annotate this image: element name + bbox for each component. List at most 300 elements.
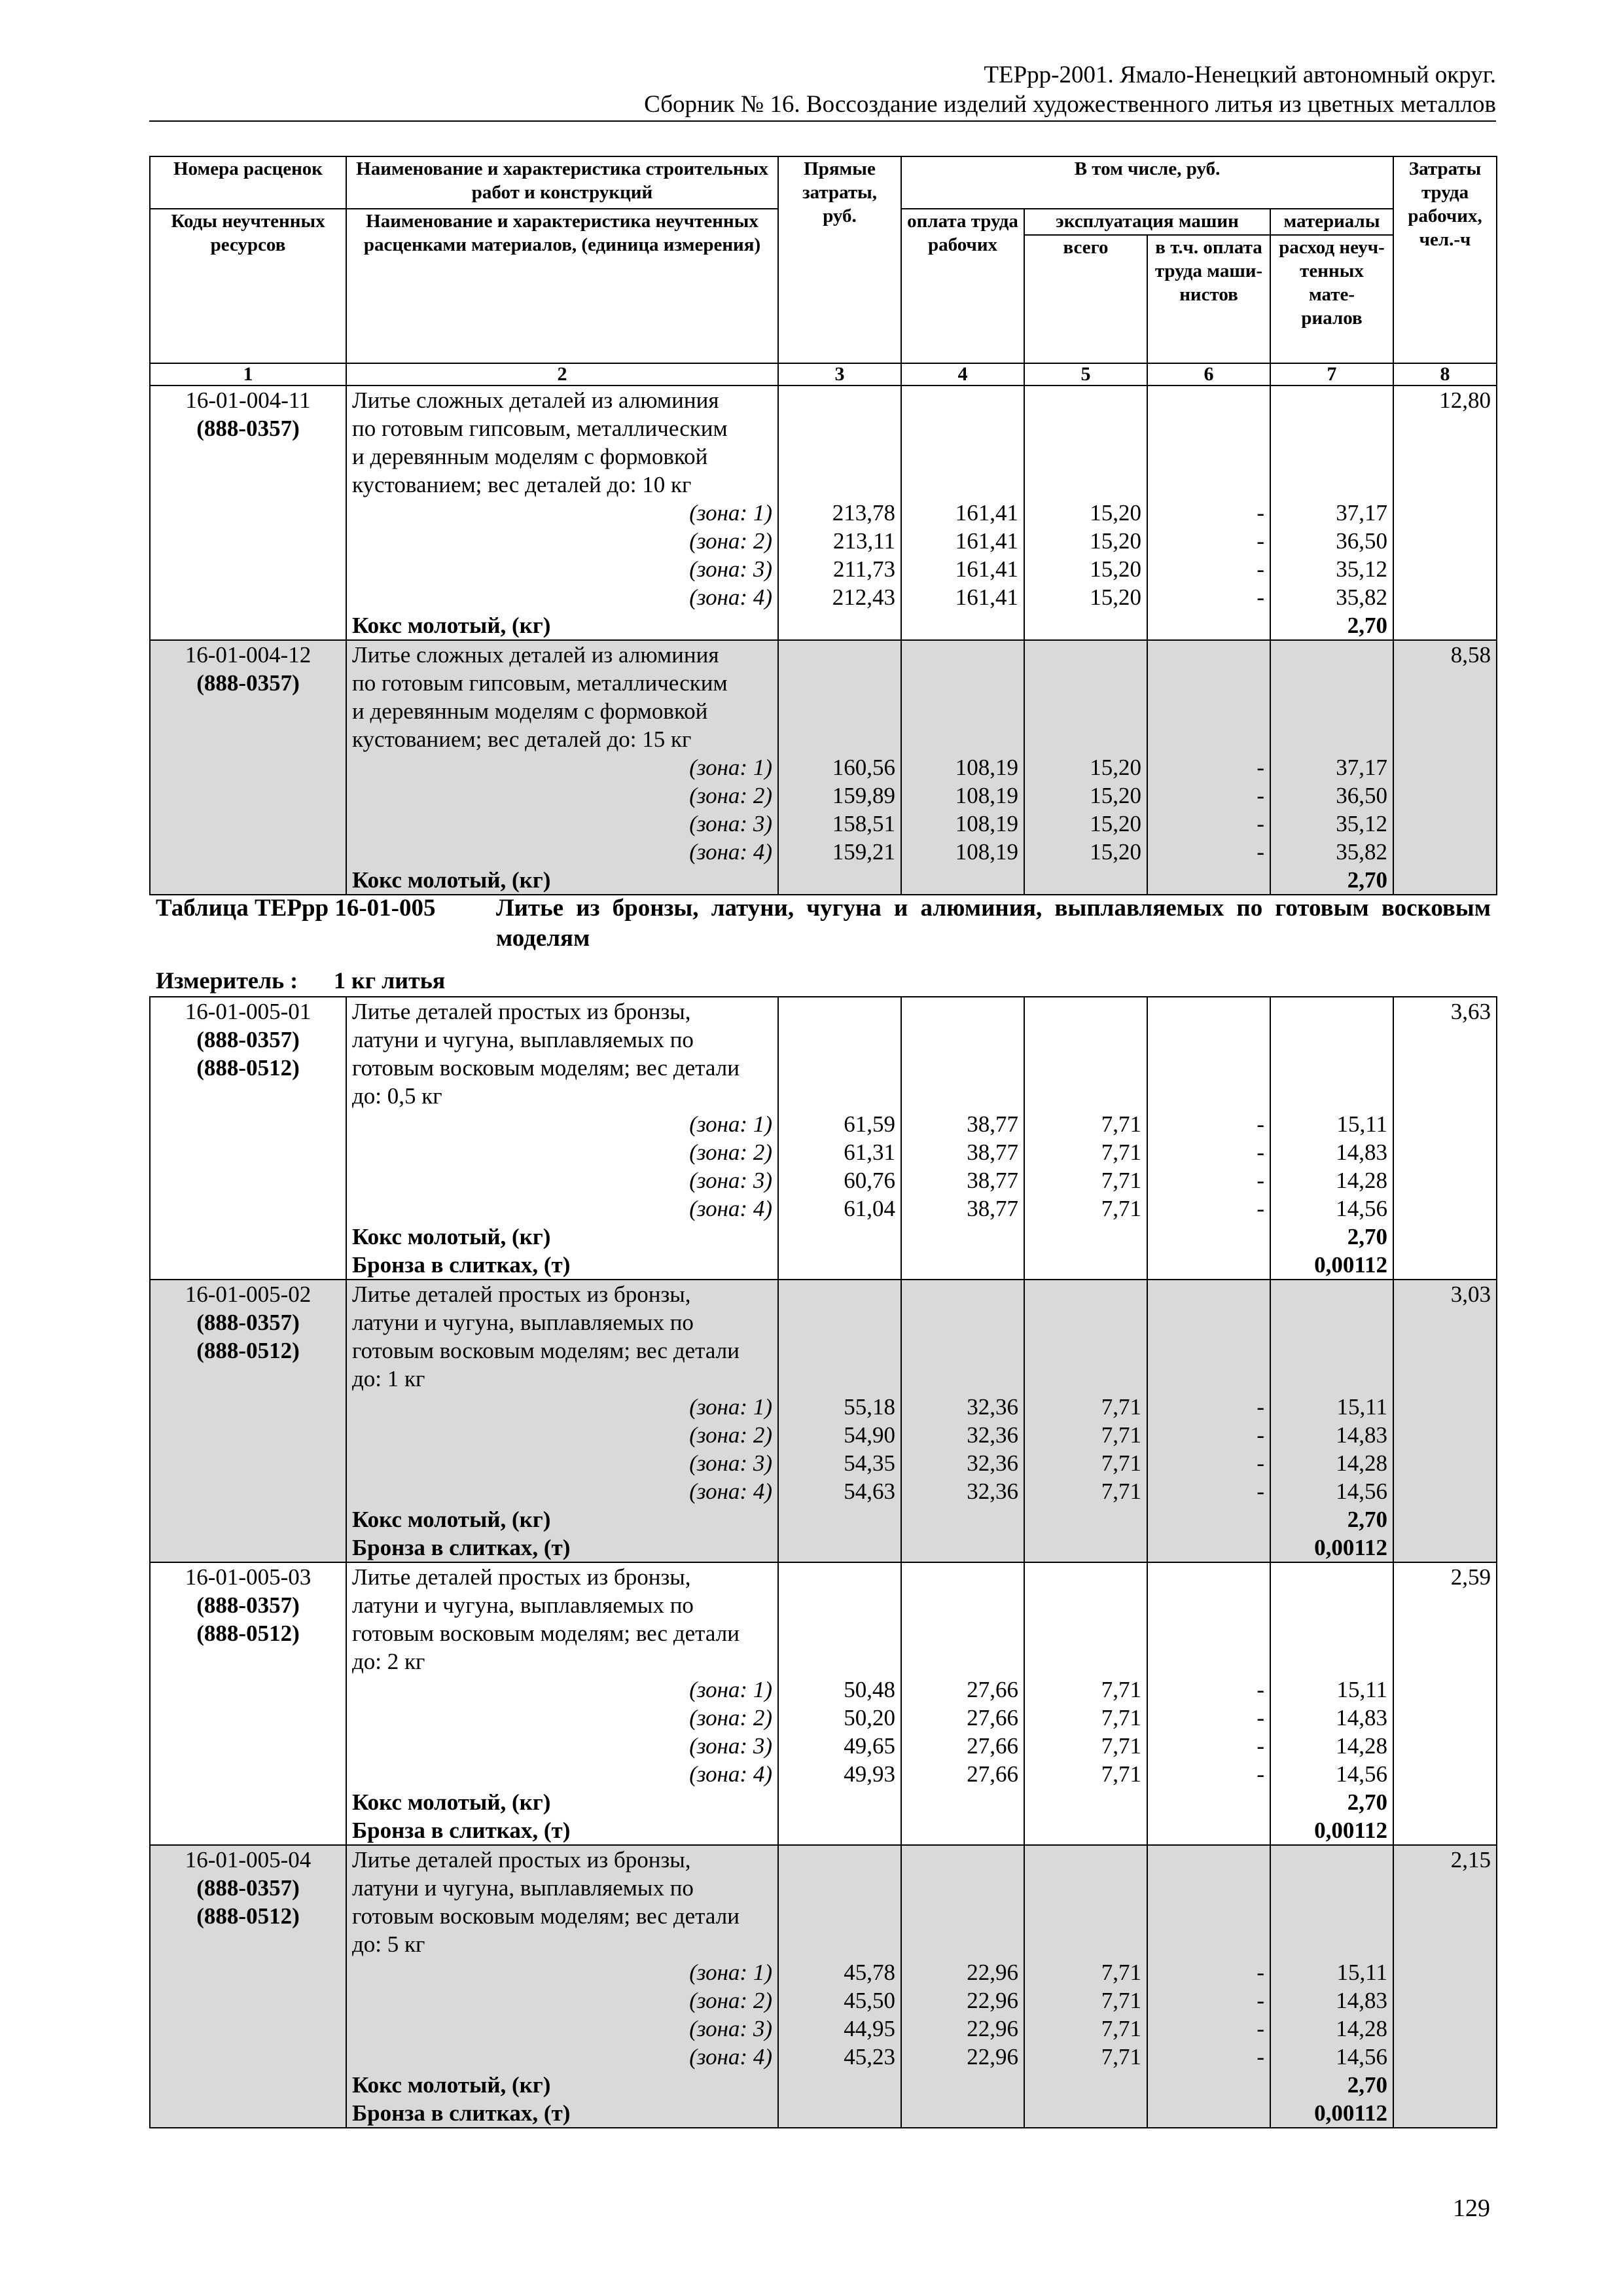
machinist-pay: - [1257, 1450, 1264, 1476]
direct-cost: 50,48 [844, 1677, 895, 1702]
direct-cost-cell [778, 386, 901, 640]
materials-value: 15,11 [1336, 1394, 1387, 1420]
measure-label: Измеритель : [156, 967, 298, 994]
zone-label: (зона: 3) [689, 1168, 772, 1193]
workers-pay: 22,96 [967, 2016, 1018, 2041]
materials-value: 14,83 [1336, 1705, 1387, 1731]
col-machines-header: эксплуатация машин [1024, 209, 1270, 235]
workers-pay-cell [901, 386, 1024, 640]
materials-value: 35,12 [1336, 556, 1388, 582]
labor-cost-cell [1393, 997, 1497, 1280]
col-number: 2 [346, 363, 778, 386]
materials-value-cell [1270, 640, 1393, 895]
workers-pay: 27,66 [967, 1677, 1018, 1702]
direct-cost: 61,59 [844, 1111, 895, 1137]
description-line: Литье сложных деталей из алюминия [352, 387, 719, 413]
rate-code: 16-01-005-03 [185, 1564, 312, 1590]
workers-pay-cell [901, 1562, 1024, 1845]
machines-total: 15,20 [1090, 839, 1141, 865]
zone-label: (зона: 3) [689, 811, 772, 836]
description-line: до: 0,5 кг [352, 1083, 442, 1109]
machines-total: 7,71 [1101, 1422, 1141, 1448]
col-unaccounted-materials-header: расход неуч- тенных мате- риалов [1270, 235, 1393, 363]
machinist-pay: - [1257, 1960, 1264, 1985]
zone-label: (зона: 2) [689, 1705, 772, 1731]
resource-code: (888-0357) [196, 1875, 300, 1901]
resource-code: (888-0512) [196, 1621, 300, 1646]
rate-description-cell [346, 1562, 778, 1845]
workers-pay: 108,19 [955, 755, 1018, 780]
description-line: латуни и чугуна, выплавляемых по [352, 1027, 694, 1052]
description-line: кустованием; вес деталей до: 15 кг [352, 726, 692, 752]
machinist-pay: - [1257, 1677, 1264, 1702]
table-body [150, 997, 1497, 2128]
zone-label: (зона: 4) [689, 1761, 772, 1787]
description-line: и деревянным моделям с формовкой [352, 698, 708, 724]
machinist-pay: - [1257, 1988, 1264, 2013]
labor-cost: 2,15 [1450, 1847, 1491, 1873]
direct-cost: 45,50 [844, 1988, 895, 2013]
rate-code: 16-01-004-11 [185, 387, 311, 413]
direct-cost: 54,63 [844, 1479, 895, 1504]
description-line: готовым восковым моделям; вес детали [352, 1903, 740, 1929]
table-header [150, 156, 1497, 386]
machinist-pay-cell [1147, 386, 1270, 640]
description-line: готовым восковым моделям; вес детали [352, 1055, 740, 1081]
machines-total: 7,71 [1101, 1761, 1141, 1787]
materials-value: 14,56 [1336, 1761, 1387, 1787]
machines-total: 7,71 [1101, 2044, 1141, 2070]
rate-description-cell [346, 386, 778, 640]
machinist-pay: - [1257, 1761, 1264, 1787]
workers-pay-cell [901, 1280, 1024, 1562]
table-body [150, 386, 1497, 895]
workers-pay: 38,77 [967, 1111, 1018, 1137]
machines-total: 15,20 [1090, 783, 1141, 808]
resource-code: (888-0357) [196, 1310, 300, 1335]
direct-cost-cell [778, 640, 901, 895]
zone-label: (зона: 2) [689, 528, 772, 554]
materials-value: 35,82 [1336, 839, 1388, 865]
rate-code: 16-01-005-02 [185, 1282, 312, 1307]
materials-value: 14,56 [1336, 1196, 1387, 1221]
rate-code: 16-01-005-01 [185, 999, 312, 1024]
machinist-pay: - [1257, 811, 1264, 836]
machines-total: 7,71 [1101, 1168, 1141, 1193]
resource-code: (888-0512) [196, 1055, 300, 1081]
description-line: латуни и чугуна, выплавляемых по [352, 1310, 694, 1335]
zone-label: (зона: 4) [689, 839, 772, 865]
workers-pay: 161,41 [955, 500, 1018, 526]
zone-label: (зона: 1) [689, 1677, 772, 1702]
materials-value-cell [1270, 1845, 1393, 2128]
machinist-pay-cell [1147, 1845, 1270, 2128]
rate-code: 16-01-005-04 [185, 1847, 312, 1873]
machinist-pay: - [1257, 1422, 1264, 1448]
machines-total: 7,71 [1101, 1705, 1141, 1731]
materials-value: 14,83 [1336, 1988, 1387, 2013]
direct-cost: 211,73 [833, 556, 895, 582]
description-line: латуни и чугуна, выплавляемых по [352, 1592, 694, 1618]
machines-total-cell [1024, 640, 1147, 895]
zone-label: (зона: 1) [689, 1394, 772, 1420]
workers-pay: 108,19 [955, 839, 1018, 865]
rate-code-cell [150, 1280, 346, 1562]
machines-total-cell [1024, 1562, 1147, 1845]
machinist-pay: - [1257, 1479, 1264, 1504]
machinist-pay: - [1257, 755, 1264, 780]
machinist-pay: - [1257, 1705, 1264, 1731]
machines-total: 15,20 [1090, 500, 1141, 526]
direct-cost: 212,43 [832, 584, 895, 610]
col-number: 4 [901, 363, 1024, 386]
machines-total: 7,71 [1101, 1733, 1141, 1759]
description-line: готовым восковым моделям; вес детали [352, 1338, 740, 1363]
direct-cost: 60,76 [844, 1168, 895, 1193]
direct-cost: 213,78 [832, 500, 895, 526]
workers-pay: 38,77 [967, 1139, 1018, 1165]
zone-label: (зона: 3) [689, 2016, 772, 2041]
rate-row [150, 386, 1497, 640]
machinist-pay-cell [1147, 997, 1270, 1280]
labor-cost: 12,80 [1439, 387, 1491, 413]
description-line: и деревянным моделям с формовкой [352, 444, 708, 469]
direct-cost: 50,20 [844, 1705, 895, 1731]
materials-value-cell [1270, 997, 1393, 1280]
workers-pay: 22,96 [967, 1988, 1018, 2013]
materials-value: 36,50 [1336, 528, 1388, 554]
resource-code: (888-0512) [196, 1903, 300, 1929]
resource-name: Кокс молотый, (кг) [352, 2072, 551, 2098]
direct-cost: 213,11 [833, 528, 895, 554]
materials-value: 14,28 [1336, 1733, 1387, 1759]
direct-cost: 49,65 [844, 1733, 895, 1759]
zone-label: (зона: 4) [689, 1196, 772, 1221]
machines-total-cell [1024, 1280, 1147, 1562]
rate-description-cell [346, 1845, 778, 2128]
col-resource-codes-header: Коды неучтенных ресурсов [150, 209, 346, 363]
labor-cost-cell [1393, 640, 1497, 895]
zone-label: (зона: 2) [689, 1422, 772, 1448]
table-description: Литье из бронзы, латуни, чугуна и алюминия, выплавляемых по готовым восковым моделям [496, 895, 1491, 952]
col-number: 6 [1147, 363, 1270, 386]
direct-cost: 159,21 [832, 839, 895, 865]
measure-value: 1 кг литья [334, 967, 446, 994]
rates-table-1 [149, 156, 1497, 895]
resource-name: Кокс молотый, (кг) [352, 867, 551, 893]
machinist-pay: - [1257, 1139, 1264, 1165]
labor-cost-cell [1393, 1845, 1497, 2128]
resource-name: Кокс молотый, (кг) [352, 613, 551, 638]
materials-value-cell [1270, 1280, 1393, 1562]
zone-label: (зона: 2) [689, 1139, 772, 1165]
zone-label: (зона: 1) [689, 755, 772, 780]
page-header [149, 60, 1496, 122]
machinist-pay: - [1257, 528, 1264, 554]
direct-cost: 160,56 [832, 755, 895, 780]
resource-name: Бронза в слитках, (т) [352, 1818, 571, 1843]
materials-value: 36,50 [1336, 783, 1388, 808]
machinist-pay: - [1257, 2016, 1264, 2041]
materials-value: 14,28 [1336, 1450, 1387, 1476]
measure-line [156, 966, 446, 995]
zone-label: (зона: 1) [689, 1960, 772, 1985]
zone-label: (зона: 3) [689, 556, 772, 582]
workers-pay: 27,66 [967, 1761, 1018, 1787]
direct-cost-cell [778, 997, 901, 1280]
zone-label: (зона: 4) [689, 1479, 772, 1504]
resource-name: Кокс молотый, (кг) [352, 1507, 551, 1532]
zone-label: (зона: 3) [689, 1450, 772, 1476]
workers-pay: 32,36 [967, 1450, 1018, 1476]
workers-pay: 161,41 [955, 556, 1018, 582]
description-line: Литье деталей простых из бронзы, [352, 1847, 691, 1873]
header-title: ТЕРрр-2001. Ямало-Ненецкий автономный округ. [984, 62, 1496, 88]
materials-value: 15,11 [1336, 1960, 1387, 1985]
rate-description-cell [346, 640, 778, 895]
col-machinist-pay-header: в т.ч. оплата труда маши- нистов [1147, 235, 1270, 363]
workers-pay: 22,96 [967, 2044, 1018, 2070]
machines-total: 7,71 [1101, 1988, 1141, 2013]
machinist-pay: - [1257, 556, 1264, 582]
zone-label: (зона: 3) [689, 1733, 772, 1759]
resource-code: (888-0357) [196, 1592, 300, 1618]
machines-total: 7,71 [1101, 1677, 1141, 1702]
machines-total: 7,71 [1101, 2016, 1141, 2041]
workers-pay: 32,36 [967, 1422, 1018, 1448]
workers-pay: 38,77 [967, 1196, 1018, 1221]
workers-pay: 32,36 [967, 1394, 1018, 1420]
zone-label: (зона: 2) [689, 783, 772, 808]
rates-table-2 [149, 996, 1497, 2128]
workers-pay: 108,19 [955, 783, 1018, 808]
workers-pay: 27,66 [967, 1705, 1018, 1731]
machinist-pay: - [1257, 839, 1264, 865]
machines-total: 7,71 [1101, 1394, 1141, 1420]
machinist-pay: - [1257, 1196, 1264, 1221]
resource-name: Бронза в слитках, (т) [352, 1535, 571, 1560]
direct-cost: 54,35 [844, 1450, 895, 1476]
rate-code: 16-01-004-12 [185, 642, 312, 668]
machinist-pay: - [1257, 2044, 1264, 2070]
machines-total: 15,20 [1090, 755, 1141, 780]
resource-quantity: 2,70 [1347, 1507, 1387, 1532]
description-line: Литье сложных деталей из алюминия [352, 642, 719, 668]
resource-quantity: 0,00112 [1314, 1535, 1387, 1560]
labor-cost-cell [1393, 386, 1497, 640]
description-line: Литье деталей простых из бронзы, [352, 999, 691, 1024]
description-line: по готовым гипсовым, металлическим [352, 416, 728, 441]
description-line: готовым восковым моделям; вес детали [352, 1621, 740, 1646]
materials-value: 37,17 [1336, 500, 1388, 526]
resource-quantity: 0,00112 [1314, 1252, 1387, 1278]
rate-code-cell [150, 1562, 346, 1845]
description-line: до: 2 кг [352, 1649, 425, 1674]
col-labor-header: Затраты труда рабочих, чел.-ч [1393, 156, 1497, 363]
resource-name: Кокс молотый, (кг) [352, 1789, 551, 1815]
description-line: Литье деталей простых из бронзы, [352, 1564, 691, 1590]
resource-quantity: 2,70 [1347, 1224, 1387, 1249]
workers-pay: 22,96 [967, 1960, 1018, 1985]
workers-pay: 38,77 [967, 1168, 1018, 1193]
machines-total: 15,20 [1090, 584, 1141, 610]
zone-label: (зона: 1) [689, 500, 772, 526]
machines-total: 7,71 [1101, 1960, 1141, 1985]
direct-cost: 44,95 [844, 2016, 895, 2041]
machines-total: 15,20 [1090, 811, 1141, 836]
labor-cost-cell [1393, 1280, 1497, 1562]
page-number: 129 [1453, 2195, 1490, 2222]
description-line: до: 5 кг [352, 1931, 425, 1957]
machines-total: 15,20 [1090, 556, 1141, 582]
labor-cost: 3,63 [1450, 999, 1491, 1024]
materials-value: 35,82 [1336, 584, 1388, 610]
materials-value: 14,83 [1336, 1139, 1387, 1165]
direct-cost: 61,04 [844, 1196, 895, 1221]
resource-code: (888-0357) [196, 1027, 300, 1052]
materials-value-cell [1270, 386, 1393, 640]
machinist-pay-cell [1147, 640, 1270, 895]
resource-quantity: 2,70 [1347, 613, 1388, 638]
col-number: 1 [150, 363, 346, 386]
col-number: 3 [778, 363, 901, 386]
machines-total: 7,71 [1101, 1111, 1141, 1137]
resource-name: Бронза в слитках, (т) [352, 2100, 571, 2126]
materials-value: 15,11 [1336, 1677, 1387, 1702]
direct-cost: 159,89 [832, 783, 895, 808]
table-name: Таблица ТЕРрр 16-01-005 [156, 895, 436, 922]
resource-quantity: 2,70 [1347, 1789, 1387, 1815]
resource-quantity: 0,00112 [1314, 2100, 1387, 2126]
header-rule [149, 120, 1496, 122]
col-number: 7 [1270, 363, 1393, 386]
col-rates-header: Номера расценок [150, 156, 346, 209]
resource-quantity: 2,70 [1347, 867, 1388, 893]
resource-quantity: 2,70 [1347, 2072, 1387, 2098]
resource-name: Кокс молотый, (кг) [352, 1224, 551, 1249]
direct-cost-cell [778, 1845, 901, 2128]
machinist-pay: - [1257, 1168, 1264, 1193]
direct-cost-cell [778, 1562, 901, 1845]
zone-label: (зона: 4) [689, 584, 772, 610]
rate-code-cell [150, 1845, 346, 2128]
col-number: 8 [1393, 363, 1497, 386]
rate-code-cell [150, 386, 346, 640]
direct-cost: 158,51 [832, 811, 895, 836]
labor-cost: 2,59 [1450, 1564, 1491, 1590]
resource-code: (888-0512) [196, 1338, 300, 1363]
workers-pay-cell [901, 640, 1024, 895]
labor-cost-cell [1393, 1562, 1497, 1845]
machinist-pay: - [1257, 1394, 1264, 1420]
description-line: латуни и чугуна, выплавляемых по [352, 1875, 694, 1901]
workers-pay: 27,66 [967, 1733, 1018, 1759]
direct-cost: 45,23 [844, 2044, 895, 2070]
rate-row [150, 1280, 1497, 1562]
machines-total-cell [1024, 997, 1147, 1280]
zone-label: (зона: 4) [689, 2044, 772, 2070]
direct-cost: 54,90 [844, 1422, 895, 1448]
materials-value: 35,12 [1336, 811, 1388, 836]
direct-cost: 49,93 [844, 1761, 895, 1787]
workers-pay-cell [901, 1845, 1024, 2128]
machinist-pay: - [1257, 584, 1264, 610]
labor-cost: 8,58 [1450, 642, 1491, 668]
col-group-header: В том числе, руб. [901, 156, 1393, 209]
zone-label: (зона: 1) [689, 1111, 772, 1137]
machines-total: 7,71 [1101, 1196, 1141, 1221]
materials-value: 14,28 [1336, 2016, 1387, 2041]
workers-pay-cell [901, 997, 1024, 1280]
machinist-pay-cell [1147, 1280, 1270, 1562]
workers-pay: 161,41 [955, 584, 1018, 610]
col-works-header: Наименование и характеристика строительных работ и конструкций [346, 156, 778, 209]
machines-total: 7,71 [1101, 1479, 1141, 1504]
rate-description-cell [346, 1280, 778, 1562]
machines-total: 15,20 [1090, 528, 1141, 554]
direct-cost: 45,78 [844, 1960, 895, 1985]
col-machines-total-header: всего [1024, 235, 1147, 363]
materials-value-cell [1270, 1562, 1393, 1845]
header-subtitle: Сборник № 16. Воссоздание изделий художественного литья из цветных металлов [644, 91, 1496, 118]
materials-value: 15,11 [1336, 1111, 1387, 1137]
workers-pay: 108,19 [955, 811, 1018, 836]
direct-cost: 55,18 [844, 1394, 895, 1420]
resource-code: (888-0357) [196, 416, 300, 441]
machinist-pay: - [1257, 1111, 1264, 1137]
materials-value: 14,56 [1336, 2044, 1387, 2070]
rate-row [150, 640, 1497, 895]
description-line: Литье деталей простых из бронзы, [352, 1282, 691, 1307]
direct-cost-cell [778, 1280, 901, 1562]
description-line: кустованием; вес деталей до: 10 кг [352, 472, 692, 497]
machines-total: 7,71 [1101, 1139, 1141, 1165]
machinist-pay: - [1257, 1733, 1264, 1759]
machinist-pay-cell [1147, 1562, 1270, 1845]
direct-cost: 61,31 [844, 1139, 895, 1165]
resource-code: (888-0357) [196, 670, 300, 696]
materials-value: 14,56 [1336, 1479, 1387, 1504]
rate-code-cell [150, 640, 346, 895]
col-number: 5 [1024, 363, 1147, 386]
machinist-pay: - [1257, 500, 1264, 526]
zone-label: (зона: 2) [689, 1988, 772, 2013]
machines-total-cell [1024, 386, 1147, 640]
col-direct-header: Прямые затраты, руб. [778, 156, 901, 363]
rate-row [150, 997, 1497, 1280]
resource-quantity: 0,00112 [1314, 1818, 1387, 1843]
col-materials-header: материалы [1270, 209, 1393, 235]
workers-pay: 161,41 [955, 528, 1018, 554]
machines-total: 7,71 [1101, 1450, 1141, 1476]
rate-row [150, 1845, 1497, 2128]
materials-value: 14,28 [1336, 1168, 1387, 1193]
description-line: до: 1 кг [352, 1366, 425, 1391]
materials-value: 14,83 [1336, 1422, 1387, 1448]
workers-pay: 32,36 [967, 1479, 1018, 1504]
col-materials-names-header: Наименование и характеристика неучтенных расценками материалов, (единица измерения) [346, 209, 778, 363]
rate-code-cell [150, 997, 346, 1280]
description-line: по готовым гипсовым, металлическим [352, 670, 728, 696]
machines-total-cell [1024, 1845, 1147, 2128]
rate-description-cell [346, 997, 778, 1280]
col-pay-header: оплата труда рабочих [901, 209, 1024, 363]
resource-name: Бронза в слитках, (т) [352, 1252, 571, 1278]
machinist-pay: - [1257, 783, 1264, 808]
labor-cost: 3,03 [1450, 1282, 1491, 1307]
rate-row [150, 1562, 1497, 1845]
materials-value: 37,17 [1336, 755, 1388, 780]
